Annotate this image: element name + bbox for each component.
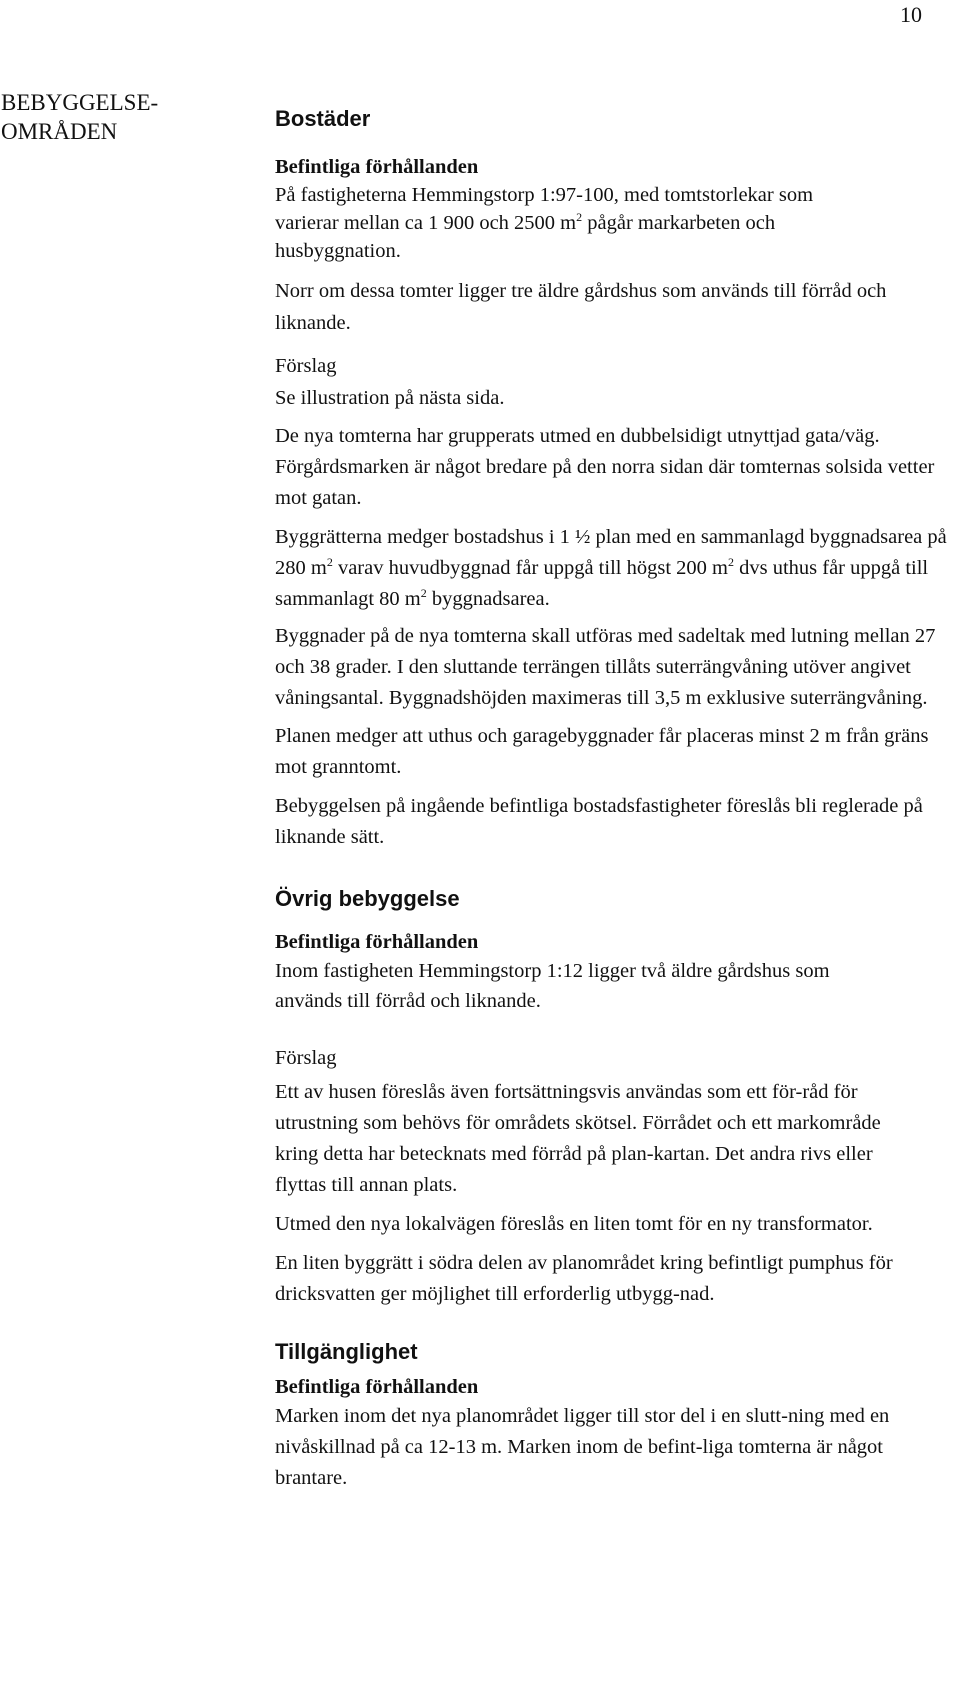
paragraph: Bebyggelsen på ingående befintliga bostadsfastigheter föreslås bli reglerade på liknande sätt. xyxy=(275,794,923,848)
text-span: dvs uthus får uppgå till sammanlagt 80 m xyxy=(275,556,929,610)
paragraph xyxy=(275,522,955,615)
paragraph: Byggnader på de nya tomterna skall utföras med sadeltak med lutning mellan 27 och 38 grader. I den sluttande terrängen tillåts suterrängvåning utöver angivet våningsantal. Byggnadshöjden maximeras till 3,5 m exklusive suterrängvåning. xyxy=(275,624,936,709)
paragraph xyxy=(275,181,875,265)
heading-ovrig-bebyggelse: Övrig bebyggelse xyxy=(275,885,460,911)
page-number: 10 xyxy=(900,2,922,27)
side-label-line-1: BEBYGGELSE- xyxy=(1,90,159,115)
text-span: pågår markarbeten och husbyggnation. xyxy=(275,212,776,262)
heading-befintliga-3: Befintliga förhållanden xyxy=(275,1375,479,1398)
paragraph: Ett av husen föreslås även fortsättningsvis användas som ett för-råd för utrustning som behövs för områdets skötsel. Förrådet och ett markområde kring detta har betecknats med förråd på plan-kartan. Det andra rivs eller flyttas till annan plats. xyxy=(275,1080,881,1196)
section-side-label xyxy=(1,88,158,146)
heading-befintliga-2: Befintliga förhållanden xyxy=(275,930,479,953)
text-span: varav huvudbyggnad får uppgå till högst 200 m xyxy=(332,556,728,579)
side-label-line-2: OMRÅDEN xyxy=(1,119,118,144)
heading-forslag-1: Förslag xyxy=(275,355,337,377)
superscript: 2 xyxy=(326,554,333,569)
paragraph: Se illustration på nästa sida. xyxy=(275,387,505,409)
paragraph: De nya tomterna har grupperats utmed en dubbelsidigt utnyttjad gata/väg. Förgårdsmarken är något bredare på den norra sidan där tomternas solsida vetter mot gatan. xyxy=(275,424,935,509)
paragraph: Norr om dessa tomter ligger tre äldre gårdshus som används till förråd och liknande. xyxy=(275,280,887,334)
paragraph: Planen medger att uthus och garagebyggnader får placeras minst 2 m från gräns mot granntomt. xyxy=(275,724,929,778)
paragraph: Marken inom det nya planområdet ligger till stor del i en slutt-ning med en nivåskillnad på ca 12-13 m. Marken inom de befint-liga tomterna är något brantare. xyxy=(275,1404,890,1489)
paragraph: Utmed den nya lokalvägen föreslås en liten tomt för en ny transformator. xyxy=(275,1212,873,1235)
text-span: På fastigheterna Hemmingstorp 1:97-100, med tomtstorlekar som varierar mellan ca 1 900 och 2500 m xyxy=(275,184,814,234)
paragraph: En liten byggrätt i södra delen av planområdet kring befintligt pumphus för dricksvatten ger möjlighet till erforderlig utbygg-nad. xyxy=(275,1251,893,1305)
main-content xyxy=(275,104,955,1494)
superscript: 2 xyxy=(420,585,427,600)
heading-bostader: Bostäder xyxy=(275,106,371,131)
text-span: Byggrätterna medger bostadshus i 1 ½ plan med en sammanlagd byggnadsarea på 280 m xyxy=(275,525,947,579)
heading-forslag-2: Förslag xyxy=(275,1046,337,1069)
text-span: byggnadsarea. xyxy=(426,587,550,610)
paragraph: Inom fastigheten Hemmingstorp 1:12 ligger två äldre gårdshus som används till förråd och liknande. xyxy=(275,959,830,1012)
superscript: 2 xyxy=(727,554,734,569)
heading-tillganglighet: Tillgänglighet xyxy=(275,1338,418,1364)
heading-befintliga-1: Befintliga förhållanden xyxy=(275,156,479,178)
superscript: 2 xyxy=(576,210,583,225)
